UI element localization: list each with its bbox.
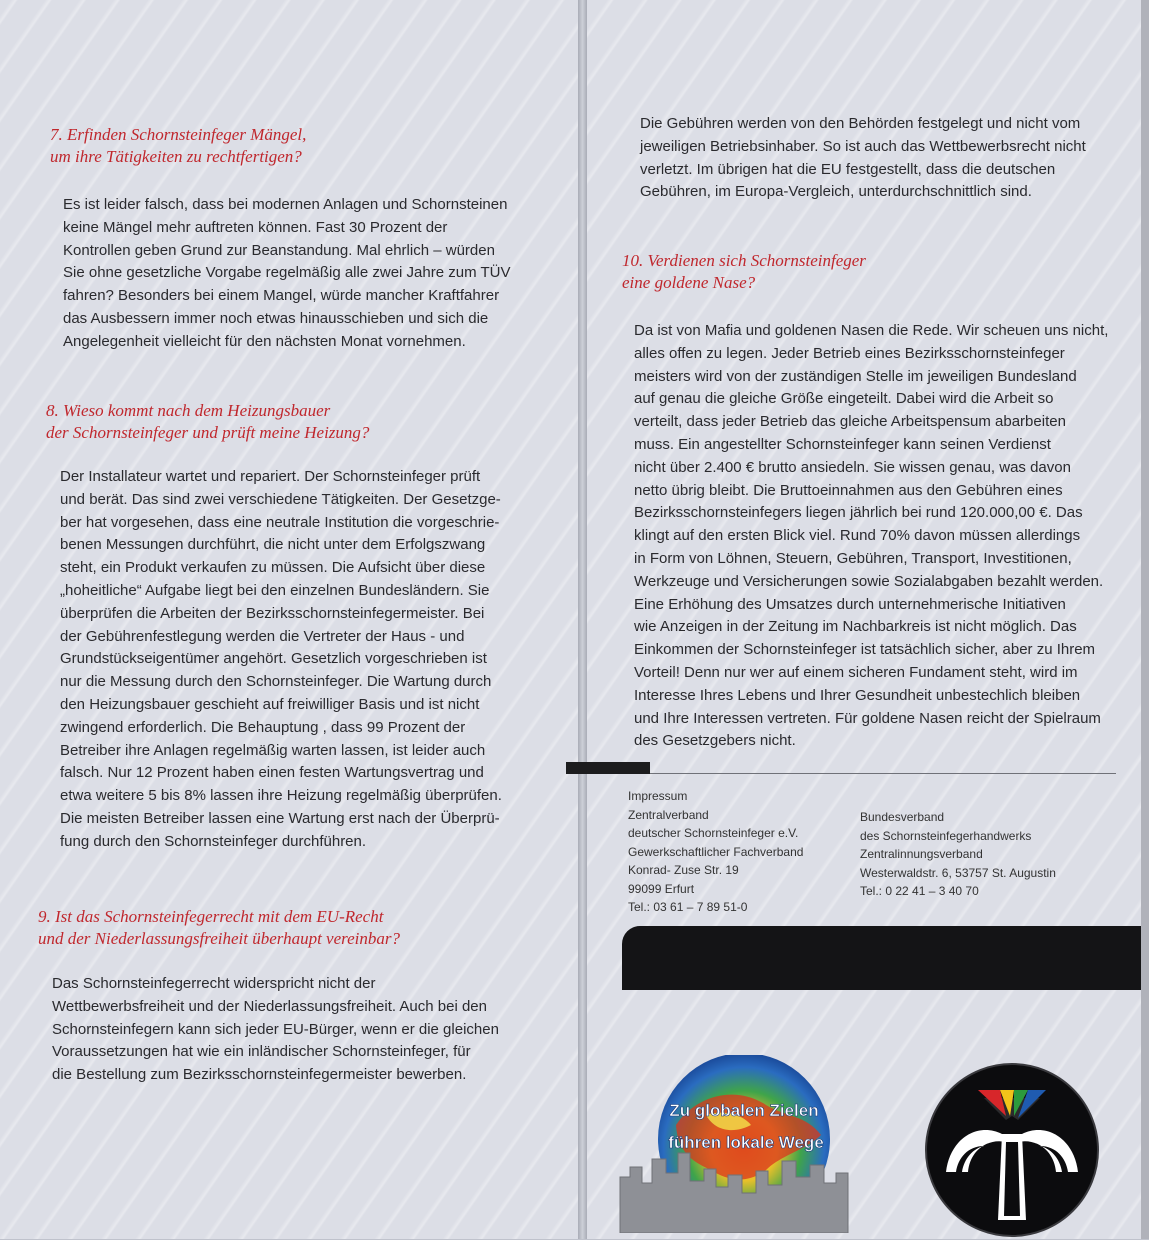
divider-bar xyxy=(566,762,650,774)
answer-8-text: Der Installateur wartet und repariert. Der Schornsteinfeger prüft und berät. Das sind zwei verschiedene Tätigkeiten. Der Gesetzge- ber hat vorgesehen, dass eine neutrale Institution die vorgeschrie- benen Messungen durchführt, die nicht unter dem Erfolgszwang steht, ein Produkt verkaufen zu müssen. Die Aufsicht über diese „hoheitliche“ Aufgabe liegt bei den einzelnen Bundesländern. Sie überprüfen die Arbeiten der Bezirksschornsteinfegermeister. Bei der Gebührenfestlegung werden die Vertreter der Haus - und Grundstückseigentümer angehört. Gesetzlich vorgeschrieben ist nur die Messung durch den Schornsteinfeger. Die Wartung durch den Heizungsbauer geschieht auf freiwilliger Basis und ist nicht zwingend erforderlich. Die Behauptung , dass 99 Prozent der Betreiber ihre Anlagen regelmäßig warten lassen, ist leider auch falsch. Nur 12 Prozent haben einen festen Wartungsvertrag und etwa weitere 5 bis 8% lassen ihre Heizung regelmäßig überprüfen. Die meisten Betreiber lassen eine Wartung erst nach der Überprü- fung durch den Schornsteinfeger durchführen. xyxy=(60,468,502,850)
globe-slogan-logo xyxy=(616,1055,852,1233)
svg-text:führen lokale Wege: führen lokale Wege xyxy=(668,1133,824,1152)
decorative-black-bar xyxy=(622,926,1141,990)
divider-line xyxy=(650,773,1116,774)
page-fold xyxy=(578,0,587,1239)
question-8-heading: 8. Wieso kommt nach dem Heizungsbauer der Schornsteinfeger und prüft meine Heizung? xyxy=(46,401,370,442)
page-edge xyxy=(1141,0,1149,1239)
question-10-heading: 10. Verdienen sich Schornsteinfeger eine goldene Nase? xyxy=(622,251,866,292)
impressum-zentralverband: Impressum Zentralverband deutscher Schornsteinfeger e.V. Gewerkschaftlicher Fachverband Konrad- Zuse Str. 19 99099 Erfurt Tel.: 03 61 – 7 89 51-0 xyxy=(628,789,804,914)
question-9-heading: 9. Ist das Schornsteinfegerrecht mit dem EU-Recht und der Niederlassungsfreiheit überhaupt vereinbar? xyxy=(38,907,401,948)
answer-7-text: Es ist leider falsch, dass bei modernen Anlagen und Schornsteinen keine Mängel mehr auftreten können. Fast 30 Prozent der Kontrollen geben Grund zur Beanstandung. Mal ehrlich – würden Sie ohne gesetzliche Vorgabe regelmäßig alle zwei Jahre zum TÜV fahren? Besonders bei einem Mangel, würde mancher Kraftfahrer das Ausbessern immer noch etwas hinausschieben und sich die Angelegenheit vielleicht für den nächsten Monat vornehmen. xyxy=(63,196,511,350)
impressum-bundesverband: Bundesverband des Schornsteinfegerhandwerks Zentralinnungsverband Westerwaldstr. 6, 53757 St. Augustin Tel.: 0 22 41 – 3 40 70 xyxy=(860,810,1056,898)
answer-9-continued-text: Die Gebühren werden von den Behörden festgelegt und nicht vom jeweiligen Betriebsinhaber. So ist auch das Wettbewerbsrecht nicht verletzt. Im übrigen hat die EU festgestellt, dass die deutschen Gebühren, im Europa-Vergleich, unterdurchschnittlich sind. xyxy=(640,115,1086,201)
svg-text:Zu globalen Zielen: Zu globalen Zielen xyxy=(669,1101,819,1120)
chimney-sweep-guild-emblem xyxy=(922,1060,1102,1240)
answer-9-text: Das Schornsteinfegerrecht widerspricht nicht der Wettbewerbsfreiheit und der Niederlassungsfreiheit. Auch bei den Schornsteinfegern kann sich jeder EU-Bürger, wenn er die gleichen Voraussetzungen hat wie ein inländischer Schornsteinfeger, für die Bestellung zum Bezirksschornsteinfegermeister bewerben. xyxy=(52,975,499,1084)
answer-10-text: Da ist von Mafia und goldenen Nasen die Rede. Wir scheuen uns nicht, alles offen zu legen. Jeder Betrieb eines Bezirksschornsteinfeger meisters wird von der zuständigen Stelle im jeweiligen Bundesland auf genau die gleiche Größe eingeteilt. Dabei wird die Arbeit so verteilt, dass jeder Betrieb das gleiche Arbeitspensum abarbeiten muss. Ein angestellter Schornsteinfeger kann seinen Verdienst nicht über 2.400 € brutto ansiedeln. Sie wissen genau, was davon netto übrig bleibt. Die Bruttoeinnahmen aus den Gebühren eines Bezirksschornsteinfegers liegen jährlich bei rund 120.000,00 €. Das klingt auf den ersten Blick viel. Rund 70% davon müssen allerdings in Form von Löhnen, Steuern, Gebühren, Transport, Investitionen, Werkzeuge und Versicherungen sowie Sozialabgaben bezahlt werden. Eine Erhöhung des Umsatzes durch unternehmerische Initiativen wie Anzeigen in der Zeitung im Nachbarkreis ist nicht möglich. Das Einkommen der Schornsteinfeger ist tatsächlich sicher, aber zu Ihrem Vorteil! Denn nur wer auf einem sicheren Fundament steht, wird im Interesse Ihres Lebens und Ihrer Gesundheit unbestechlich bleiben und Ihre Interessen vertreten. Für goldene Nasen reicht der Spielraum des Gesetzgebers nicht. xyxy=(634,322,1109,750)
question-7-heading: 7. Erfinden Schornsteinfeger Mängel, um ihre Tätigkeiten zu rechtfertigen? xyxy=(50,125,307,166)
